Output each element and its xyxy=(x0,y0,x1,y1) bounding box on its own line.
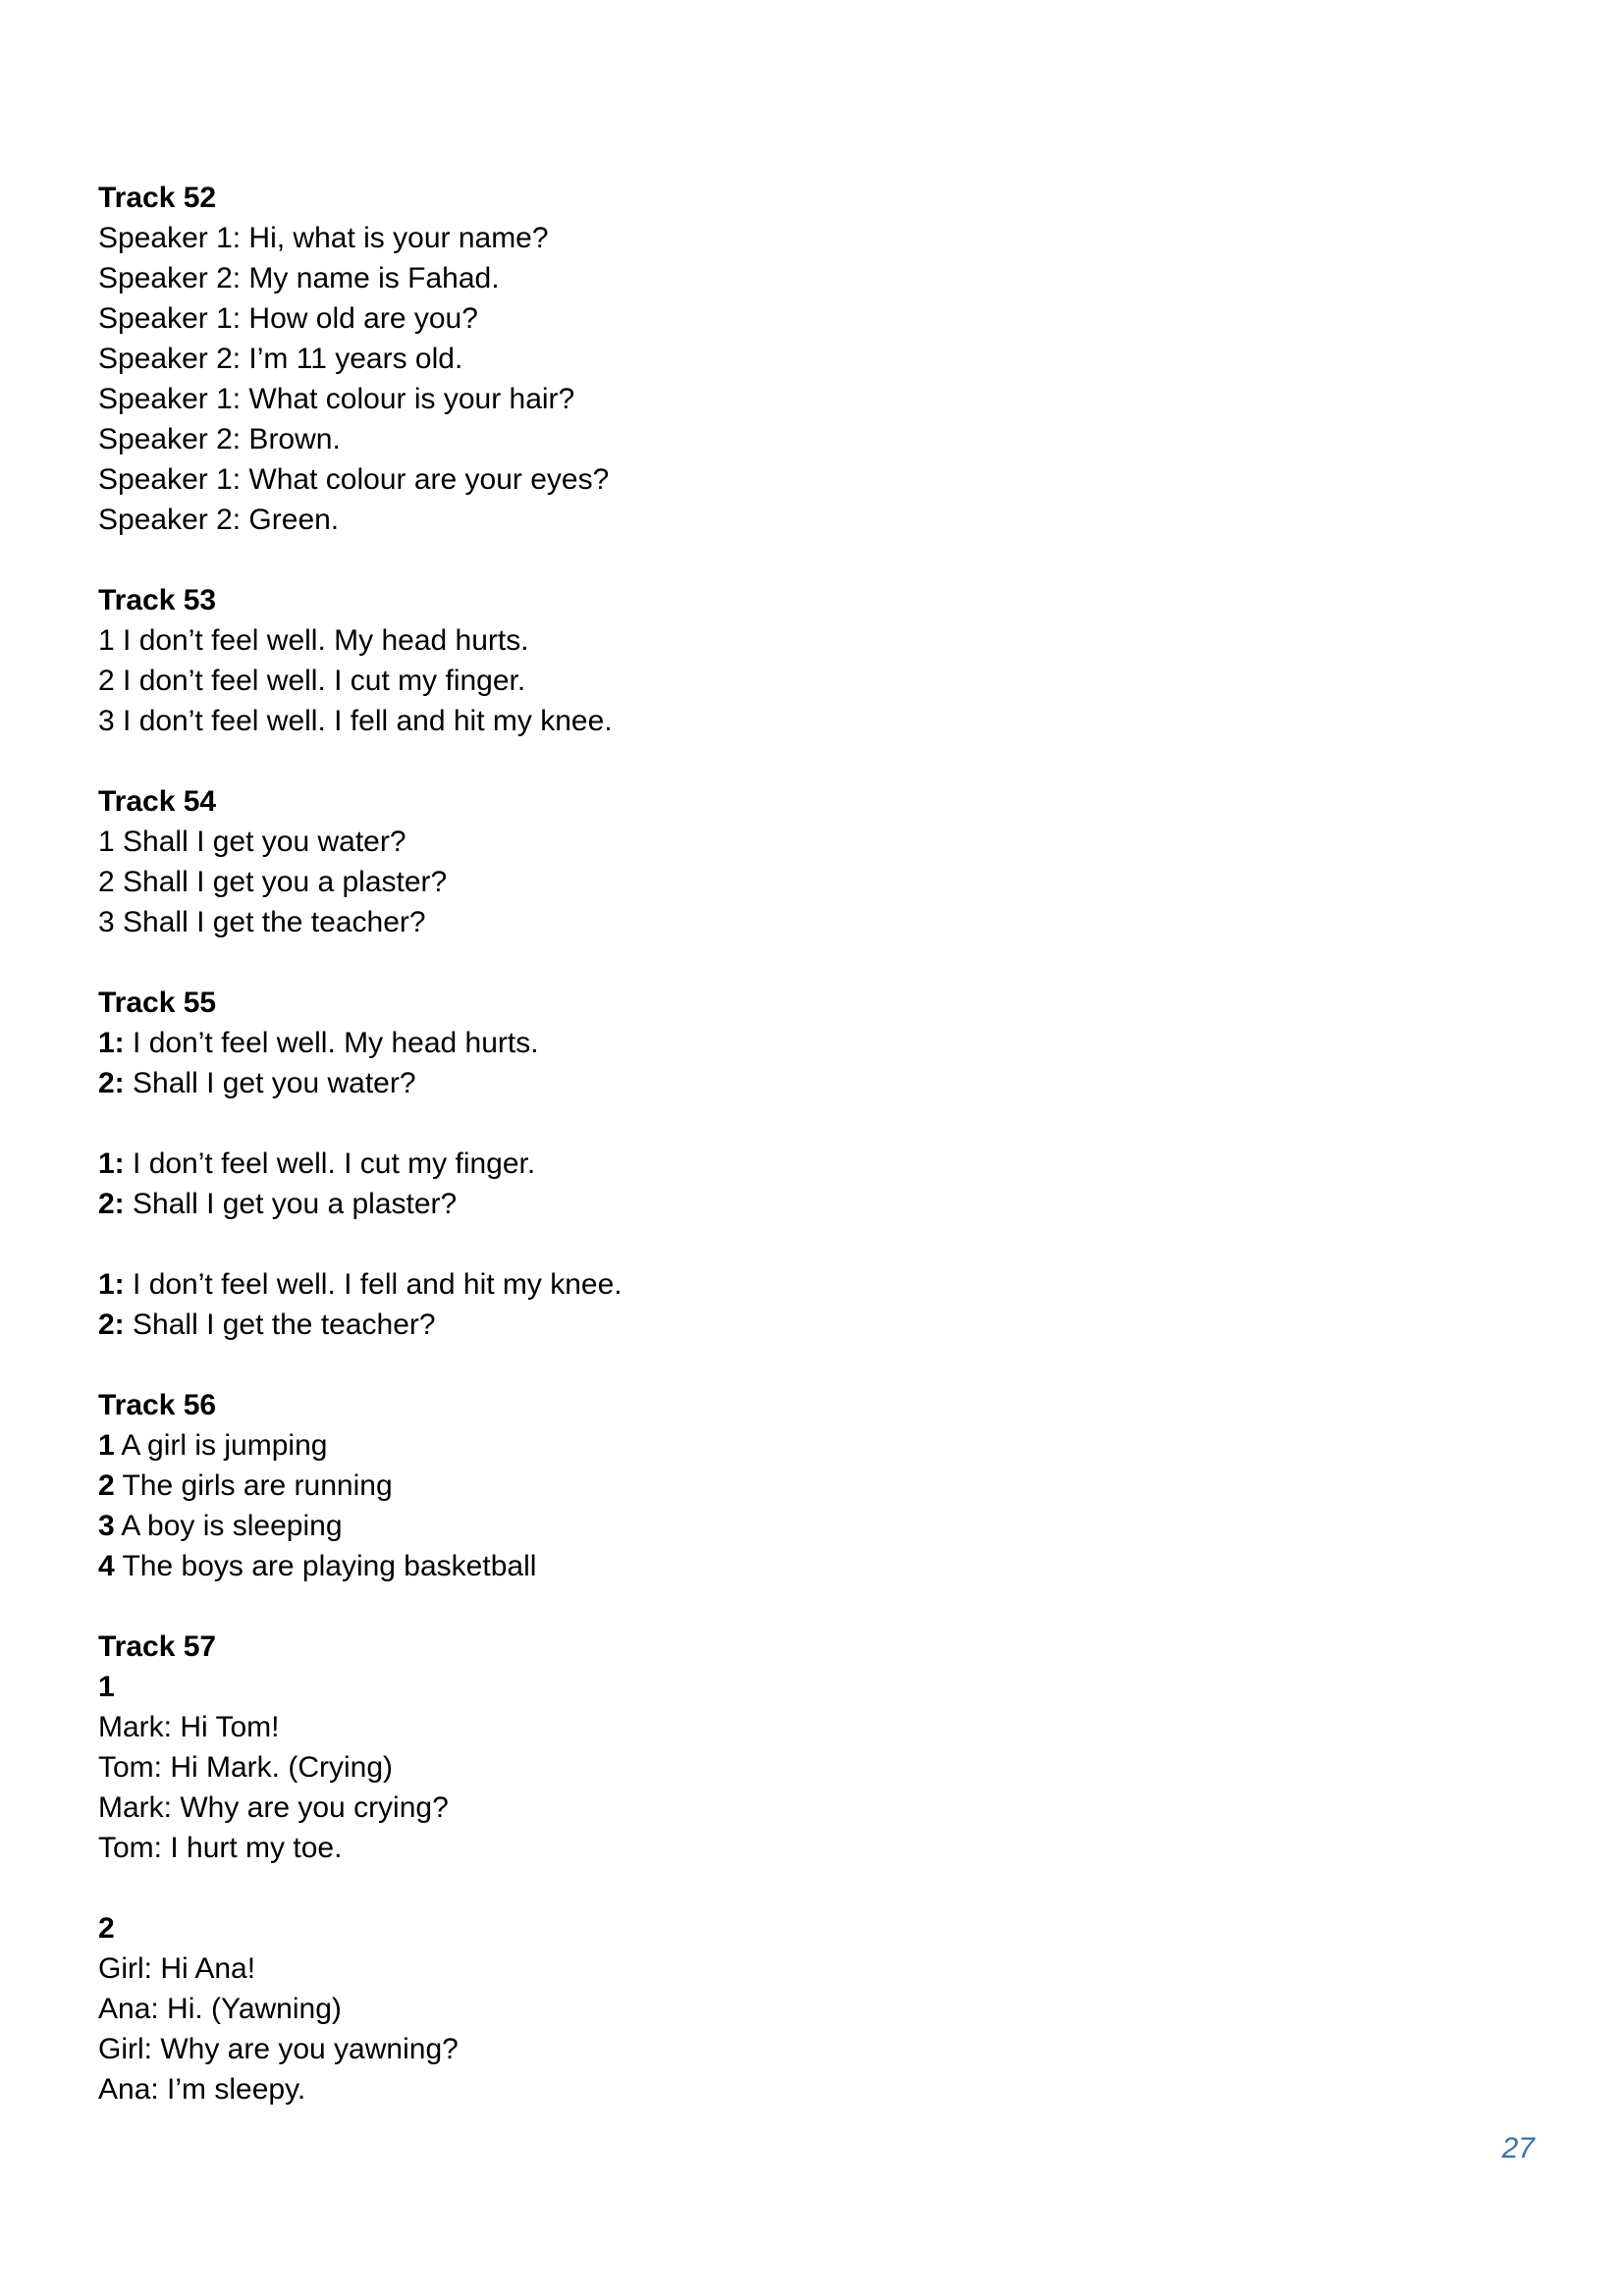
dialogue-line: Ana: Hi. (Yawning) xyxy=(98,1993,342,2025)
dialogue-line: Speaker 2: I’m 11 years old. xyxy=(98,343,463,375)
list-item xyxy=(98,1546,1473,1586)
track-title: Track 56 xyxy=(98,1389,217,1421)
dialogue-line xyxy=(98,1305,1473,1345)
dialogue-text: Shall I get the teacher? xyxy=(124,1308,436,1341)
track-title: Track 57 xyxy=(98,1630,217,1663)
dialogue-block xyxy=(98,1667,1473,1868)
track-57-section xyxy=(98,1627,1473,2109)
track-title: Track 55 xyxy=(98,987,217,1019)
list-item xyxy=(98,1425,1473,1466)
dialogue-text: Shall I get you a plaster? xyxy=(124,1188,458,1220)
track-title: Track 54 xyxy=(98,785,217,818)
dialogue-line: Speaker 2: My name is Fahad. xyxy=(98,262,500,294)
speaker-label: 1: xyxy=(98,1027,125,1059)
track-52-section xyxy=(98,178,1473,540)
dialogue-text: I don’t feel well. My head hurts. xyxy=(124,1027,539,1059)
list-item xyxy=(98,1506,1473,1546)
item-text: A boy is sleeping xyxy=(114,1510,343,1542)
item-text: A girl is jumping xyxy=(114,1429,328,1462)
item-number: 1 xyxy=(98,1429,115,1462)
track-title: Track 53 xyxy=(98,584,217,616)
list-line: 2 Shall I get you a plaster? xyxy=(98,866,448,898)
exchange-block xyxy=(98,1144,1473,1224)
dialogue-text: Shall I get you water? xyxy=(124,1067,416,1099)
track-56-section xyxy=(98,1385,1473,1586)
item-number: 4 xyxy=(98,1550,115,1582)
speaker-label: 1: xyxy=(98,1148,125,1180)
dialogue-line: Speaker 2: Brown. xyxy=(98,423,341,455)
speaker-label: 2: xyxy=(98,1067,125,1099)
dialogue-line xyxy=(98,1264,1473,1305)
track-53-section xyxy=(98,580,1473,741)
dialogue-line: Speaker 1: What colour is your hair? xyxy=(98,383,575,415)
dialogue-line: Speaker 2: Green. xyxy=(98,504,340,536)
dialogue-block xyxy=(98,1908,1473,2109)
item-number: 3 xyxy=(98,1510,115,1542)
list-line: 1 Shall I get you water? xyxy=(98,826,406,858)
dialogue-line: Speaker 1: Hi, what is your name? xyxy=(98,222,549,254)
dialogue-line xyxy=(98,1023,1473,1063)
list-line: 1 I don’t feel well. My head hurts. xyxy=(98,624,529,657)
list-line: 3 Shall I get the teacher? xyxy=(98,906,426,938)
item-text: The girls are running xyxy=(114,1469,393,1502)
dialogue-line: Mark: Why are you crying? xyxy=(98,1791,449,1824)
dialogue-line: Ana: I’m sleepy. xyxy=(98,2073,306,2106)
list-line: 3 I don’t feel well. I fell and hit my knee. xyxy=(98,705,613,737)
dialogue-line xyxy=(98,1063,1473,1103)
track-55-section xyxy=(98,983,1473,1345)
speaker-label: 2: xyxy=(98,1308,125,1341)
list-line: 2 I don’t feel well. I cut my finger. xyxy=(98,665,526,697)
page-number: 27 xyxy=(1501,2132,1535,2164)
item-text: The boys are playing basketball xyxy=(114,1550,537,1582)
dialogue-number: 1 xyxy=(98,1671,115,1703)
document-body xyxy=(98,178,1473,2150)
exchange-block xyxy=(98,1264,1473,1345)
dialogue-text: I don’t feel well. I cut my finger. xyxy=(124,1148,536,1180)
dialogue-text: I don’t feel well. I fell and hit my knee. xyxy=(124,1268,622,1301)
dialogue-line: Tom: I hurt my toe. xyxy=(98,1832,343,1864)
exchange-block xyxy=(98,1023,1473,1103)
dialogue-line xyxy=(98,1184,1473,1224)
item-number: 2 xyxy=(98,1469,115,1502)
dialogue-line: Mark: Hi Tom! xyxy=(98,1711,280,1743)
speaker-label: 2: xyxy=(98,1188,125,1220)
dialogue-number: 2 xyxy=(98,1912,115,1945)
dialogue-line: Girl: Hi Ana! xyxy=(98,1952,256,1985)
speaker-label: 1: xyxy=(98,1268,125,1301)
track-title: Track 52 xyxy=(98,182,217,214)
dialogue-line: Speaker 1: How old are you? xyxy=(98,302,478,335)
track-54-section xyxy=(98,781,1473,942)
list-item xyxy=(98,1466,1473,1506)
dialogue-line: Speaker 1: What colour are your eyes? xyxy=(98,463,610,496)
dialogue-line: Tom: Hi Mark. (Crying) xyxy=(98,1751,394,1784)
dialogue-line: Girl: Why are you yawning? xyxy=(98,2033,459,2065)
dialogue-line xyxy=(98,1144,1473,1184)
